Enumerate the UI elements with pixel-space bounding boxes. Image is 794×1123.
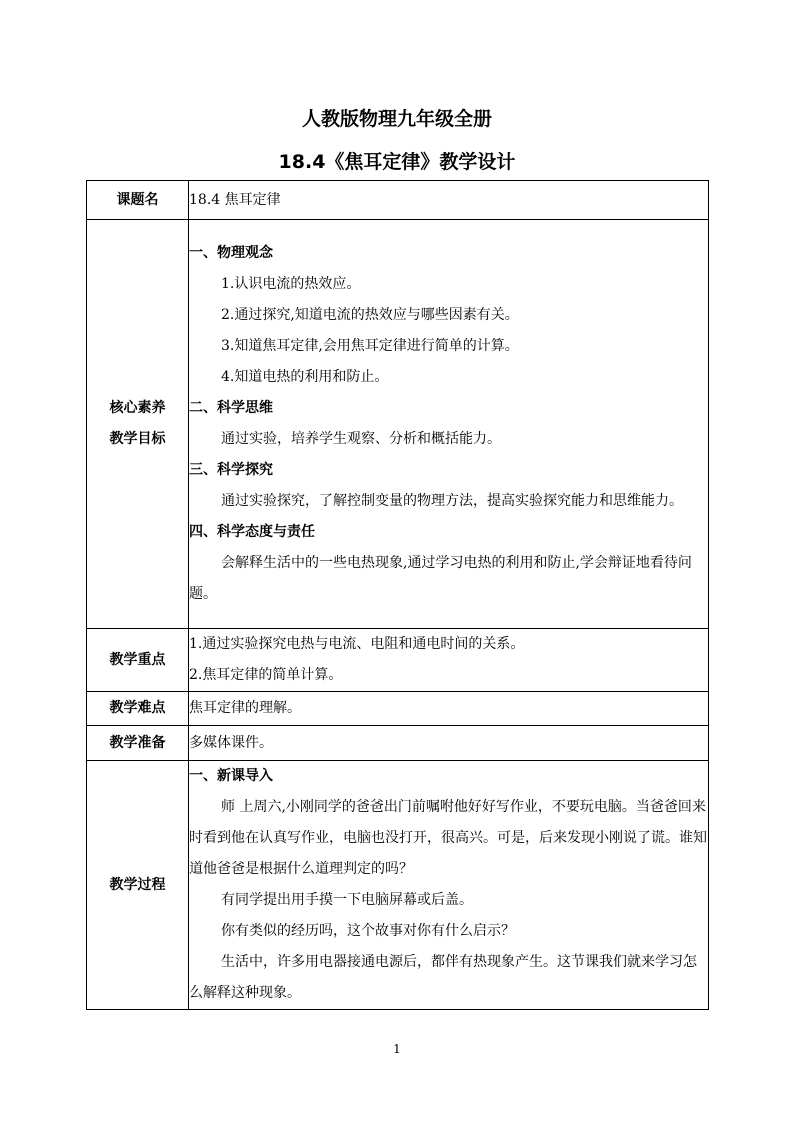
table-row <box>87 726 709 761</box>
preparation-label: 教学准备 <box>87 726 189 761</box>
process-content <box>189 761 709 1010</box>
difficulty-label: 教学难点 <box>87 692 189 726</box>
section-heading: 一、新课导入 <box>189 768 273 784</box>
page-number: 1 <box>393 1042 401 1056</box>
key-points-content <box>189 629 709 692</box>
section-heading: 三、科学探究 <box>189 462 273 478</box>
process-label: 教学过程 <box>87 761 189 1010</box>
topic-value: 18.4 焦耳定律 <box>189 181 709 220</box>
list-item: 4.知道电热的利用和防止。 <box>221 369 389 385</box>
table-row <box>87 629 709 692</box>
paragraph: 师 上周六,小刚同学的爸爸出门前嘱咐他好好写作业，不要玩电脑。当爸爸回来时看到他在认真写作业，电脑也没打开，很高兴。可是，后来发现小刚说了谎。谁知道他爸爸是根据什么道理判定的吗？ <box>189 799 707 877</box>
table-row <box>87 761 709 1010</box>
list-item: 1.认识电流的热效应。 <box>221 276 361 292</box>
preparation-value: 多媒体课件。 <box>189 726 709 761</box>
topic-label: 课题名 <box>87 181 189 220</box>
table-row <box>87 692 709 726</box>
paragraph: 有同学提出用手摸一下电脑屏幕或后盖。 <box>221 892 473 908</box>
lesson-plan-table <box>86 180 709 1010</box>
paragraph: 生活中，许多用电器接通电源后，都伴有热现象产生。这节课我们就来学习怎么解释这种现象。 <box>189 954 697 1001</box>
section-heading: 一、物理观念 <box>189 245 273 261</box>
key-points-label: 教学重点 <box>87 629 189 692</box>
list-item: 2.通过探究,知道电流的热效应与哪些因素有关。 <box>221 307 519 323</box>
goals-label <box>87 220 189 629</box>
paragraph: 通过实验探究，了解控制变量的物理方法，提高实验探究能力和思维能力。 <box>221 493 683 509</box>
document-subtitle: 18.4《焦耳定律》教学设计 <box>278 151 516 173</box>
document-title: 人教版物理九年级全册 <box>301 108 492 130</box>
list-item: 2.焦耳定律的简单计算。 <box>189 667 343 683</box>
table-row <box>87 220 709 629</box>
list-item: 3.知道焦耳定律,会用焦耳定律进行简单的计算。 <box>221 338 519 354</box>
list-item: 1.通过实验探究电热与电流、电阻和通电时间的关系。 <box>189 636 525 652</box>
difficulty-value: 焦耳定律的理解。 <box>189 692 709 726</box>
paragraph: 通过实验，培养学生观察、分析和概括能力。 <box>221 431 501 447</box>
goals-label-line2: 教学目标 <box>109 431 166 447</box>
goals-label-line1: 核心素养 <box>109 400 166 416</box>
table-row <box>87 181 709 220</box>
goals-content <box>189 220 709 629</box>
section-heading: 二、科学思维 <box>189 400 273 416</box>
paragraph: 会解释生活中的一些电热现象,通过学习电热的利用和防止,学会辩证地看待问题。 <box>189 555 692 602</box>
section-heading: 四、科学态度与责任 <box>189 524 315 540</box>
paragraph: 你有类似的经历吗，这个故事对你有什么启示？ <box>221 923 515 939</box>
